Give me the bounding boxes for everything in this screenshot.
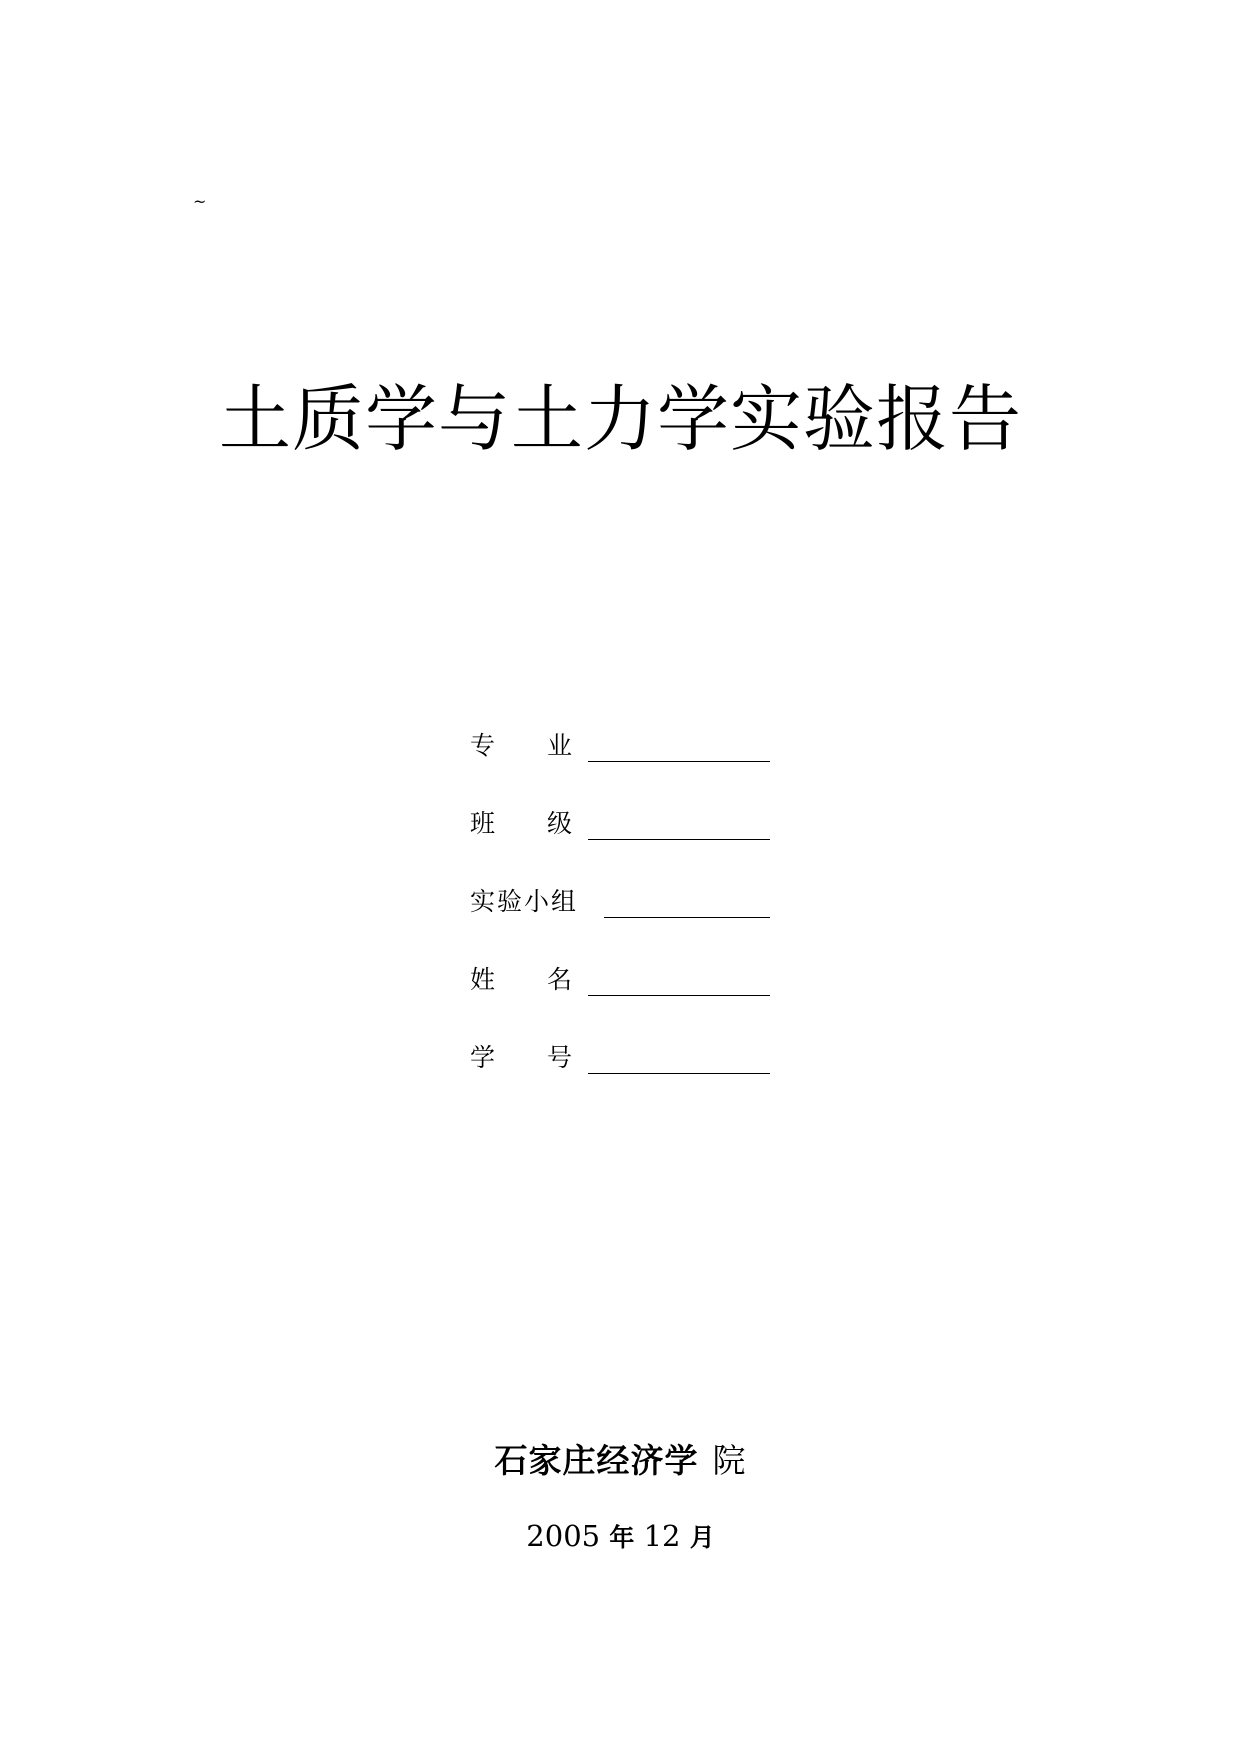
field-student-id-label: 学 号: [470, 1043, 575, 1072]
field-student-id-blank[interactable]: [588, 1073, 770, 1074]
field-group: [470, 886, 790, 922]
field-name-label: 姓 名: [470, 965, 575, 994]
tilde-mark: ~: [193, 192, 207, 211]
field-name-blank[interactable]: [588, 995, 770, 996]
field-group-blank[interactable]: [604, 917, 770, 918]
field-class: [470, 808, 790, 844]
page-title: 土质学与土力学实验报告: [218, 377, 1022, 461]
field-student-id: [470, 1042, 790, 1078]
field-group-label: 实验小组: [470, 887, 579, 916]
field-name: [470, 964, 790, 1000]
report-date: 2005 年 12 月: [526, 1519, 715, 1553]
field-class-blank[interactable]: [588, 839, 770, 840]
field-major: [470, 730, 790, 766]
field-major-blank[interactable]: [588, 761, 770, 762]
field-class-label: 班 级: [470, 809, 575, 838]
school-name: 石家庄经济学 院: [494, 1441, 747, 1480]
field-major-label: 专 业: [470, 731, 575, 760]
